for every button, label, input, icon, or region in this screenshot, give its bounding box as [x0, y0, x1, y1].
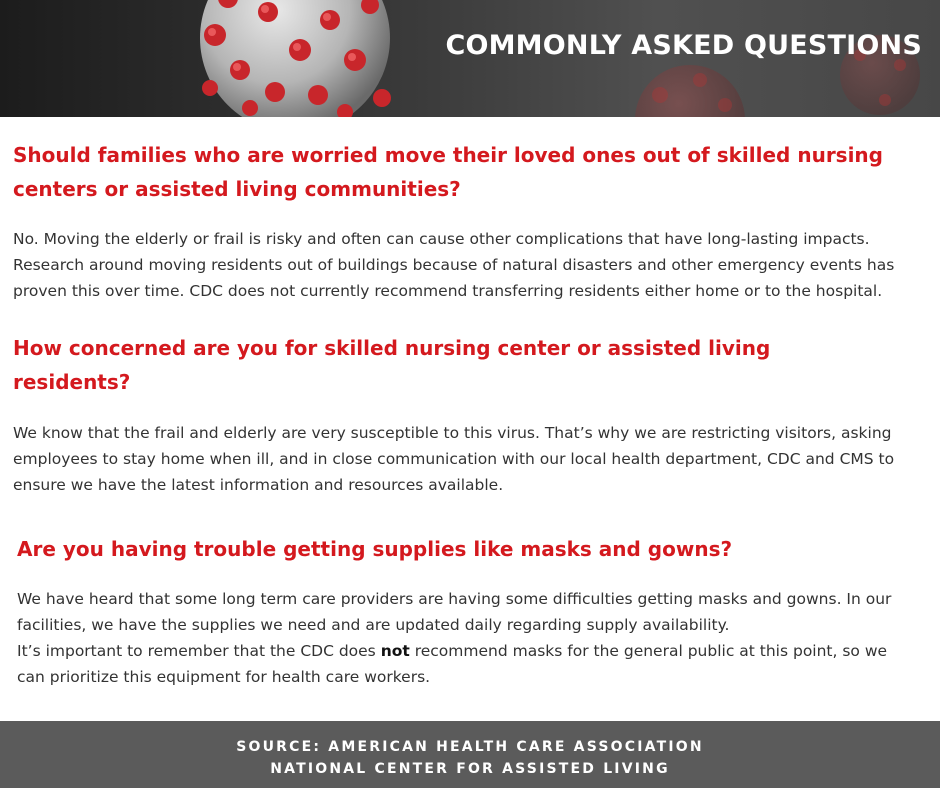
- answer-3-text-before: It’s important to remember that the CDC does: [17, 642, 381, 660]
- source-footer: [0, 721, 940, 788]
- answer-1: No. Moving the elderly or frail is risky and often can cause other complications that have long-lasting impacts. Research around moving residents out of buildings because of natural disasters and other emergency events has proven this over time. CDC does not currently recommend transferring residents either home or to the hospital.: [13, 230, 895, 300]
- question-3: Are you having trouble getting supplies like masks and gowns?: [17, 537, 733, 561]
- question-1: Should families who are worried move their loved ones out of skilled nursing centers or assisted living communities?: [13, 143, 883, 201]
- answer-3-paragraph-2: [17, 638, 917, 690]
- question-2: How concerned are you for skilled nursing center or assisted living residents?: [13, 336, 771, 394]
- answer-3-text-after: recommend masks for the general public at this point, so we can prioritize this equipment for health care workers.: [17, 642, 888, 686]
- footer-source-line-1: SOURCE: AMERICAN HEALTH CARE ASSOCIATION: [236, 739, 704, 755]
- answer-3-paragraph-1: We have heard that some long term care providers are having some difficulties getting masks and gowns. In our facilities, we have the supplies we need and are updated daily regarding supply availability.: [17, 590, 892, 634]
- answer-3-emphasis: not: [380, 642, 410, 660]
- footer-source-line-2: NATIONAL CENTER FOR ASSISTED LIVING: [270, 761, 670, 777]
- header-banner: [0, 0, 940, 117]
- page-title: COMMONLY ASKED QUESTIONS: [445, 30, 922, 61]
- answer-2: We know that the frail and elderly are very susceptible to this virus. That’s why we are restricting visitors, asking employees to stay home when ill, and in close communication with our local health department, CDC and CMS to ensure we have the latest information and resources available.: [13, 424, 895, 494]
- answer-3: [17, 586, 917, 690]
